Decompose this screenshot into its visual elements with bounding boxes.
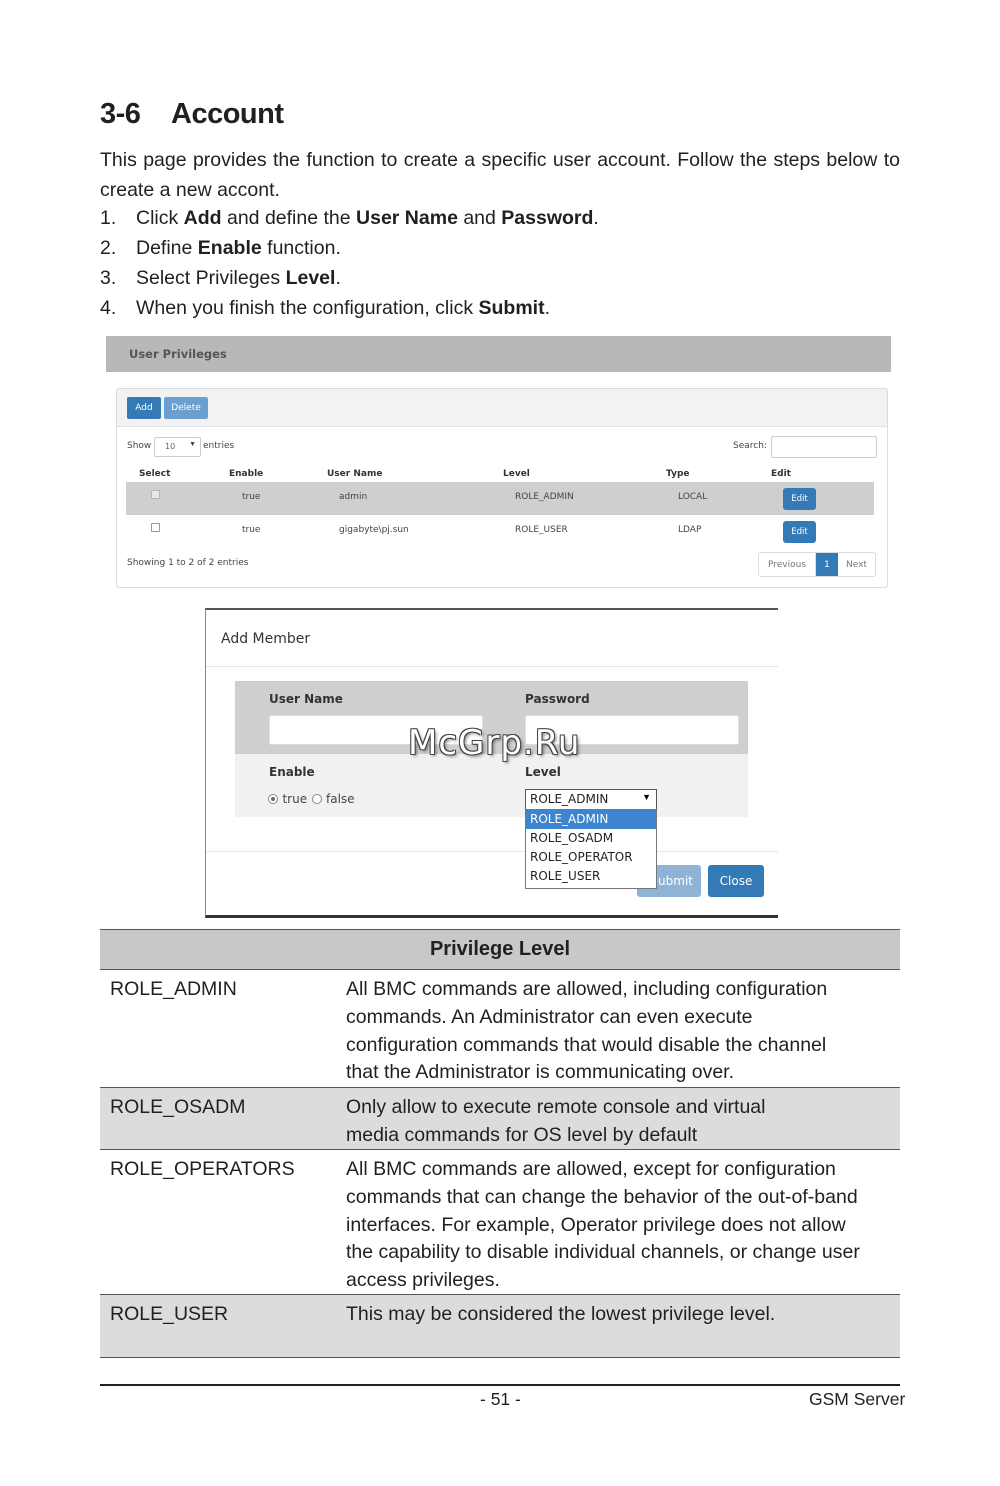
radio-true[interactable] [268,794,278,804]
cell-user-name: gigabyte\pj.sun [339,525,409,535]
role-name: ROLE_USER [110,1303,229,1325]
next-button[interactable]: Next [846,559,867,570]
level-label: Level [525,765,561,779]
col-user-name[interactable]: User Name [327,469,383,479]
role-name: ROLE_OSADM [110,1096,246,1118]
radio-true-label: true [282,791,308,806]
step-4: 4. When you finish the configuration, click Submit. [100,297,551,319]
cell-type: LDAP [678,525,702,535]
divider [206,666,778,667]
close-button[interactable]: Close [708,865,764,897]
role-name: ROLE_ADMIN [110,978,237,1000]
divider [206,851,778,852]
level-dropdown-list [525,809,657,889]
cell-enable: true [242,525,261,535]
section-number: 3-6 [100,98,141,130]
watermark: McGrp.Ru [408,723,581,763]
option-role-admin[interactable]: ROLE_ADMIN [526,810,656,829]
option-role-operator[interactable]: ROLE_OPERATOR [530,850,633,864]
option-role-user[interactable]: ROLE_USER [530,869,601,883]
step-2: 2. Define Enable function. [100,237,341,259]
cell-enable: true [242,492,261,502]
radio-false[interactable] [312,794,322,804]
table-row [100,970,900,1088]
options-section [235,754,748,817]
toolbar [117,389,887,427]
cell-type: LOCAL [678,492,708,502]
pagination [758,552,876,577]
intro-paragraph: This page provides the function to create a specific user account. Follow the steps below to create a new accont. [100,149,900,201]
col-edit: Edit [771,469,791,479]
table-row [100,1150,900,1295]
showing-entries: Showing 1 to 2 of 2 entries [127,558,249,568]
role-description: This may be considered the lowest privilege level. [346,1303,776,1325]
add-button[interactable]: Add [127,397,161,419]
role-description: Only allow to execute remote console and virtual media commands for OS level by default [346,1096,766,1146]
role-name: ROLE_OPERATORS [110,1158,295,1180]
show-label: Show [127,441,152,451]
edit-button[interactable]: Edit [783,521,816,543]
password-label: Password [525,692,590,706]
level-select[interactable]: ROLE_ADMIN ▼ [525,789,657,810]
footer-product: GSM Server [809,1389,906,1409]
search-label: Search: [733,441,767,451]
row-checkbox[interactable] [151,523,160,532]
role-description: All BMC commands are allowed, except for configuration commands that can change the behavior of the out-of-band interfaces. For example, Operator privilege does not allow the capability to disable individual channels, or change user access privileges. [346,1158,860,1292]
entries-label: entries [203,441,235,451]
edit-button[interactable]: Edit [783,488,816,510]
enable-label: Enable [269,765,315,779]
search-input[interactable] [771,436,877,458]
table-row [100,1295,900,1358]
radio-false-label: false [326,791,355,806]
cell-level: ROLE_ADMIN [515,492,574,502]
enable-radio-group [268,790,355,808]
chevron-down-icon: ▼ [189,441,196,448]
role-description: All BMC commands are allowed, including configuration commands. An Administrator can even execute configuration commands that would disable the channel that the Administrator is communicating over. [346,978,828,1084]
section-title: Account [171,98,284,130]
previous-button[interactable]: Previous [759,553,816,576]
add-member-dialog [205,608,778,918]
user-privileges-header: User Privileges [106,336,891,372]
table-row [126,482,874,516]
entries-select[interactable]: 10 ▼ [154,437,201,457]
step-1: 1. Click Add and define the User Name and Password. [100,207,599,229]
delete-button[interactable]: Delete [164,397,208,419]
page-1-button[interactable]: 1 [816,553,838,576]
cell-level: ROLE_USER [515,525,568,535]
submit-button[interactable]: ubmit [637,865,701,897]
table-row [126,515,874,549]
table-row [100,1088,900,1150]
dialog-title: Add Member [221,631,311,647]
col-select[interactable]: Select [139,469,171,479]
col-type[interactable]: Type [666,469,690,479]
table-heading: Privilege Level [100,930,900,970]
cell-user-name: admin [339,492,368,502]
user-privileges-panel [116,388,888,588]
option-role-osadm[interactable]: ROLE_OSADM [530,831,614,845]
col-level[interactable]: Level [503,469,530,479]
steps-list [100,203,599,323]
row-checkbox[interactable] [151,490,160,499]
privilege-level-table [100,929,900,1358]
page-number: - 51 - [480,1389,521,1409]
user-name-label: User Name [269,692,343,706]
col-enable[interactable]: Enable [229,469,264,479]
step-3: 3. Select Privileges Level. [100,267,341,289]
dropdown-arrow-icon: ▼ [642,792,651,802]
footer-rule [100,1384,900,1386]
